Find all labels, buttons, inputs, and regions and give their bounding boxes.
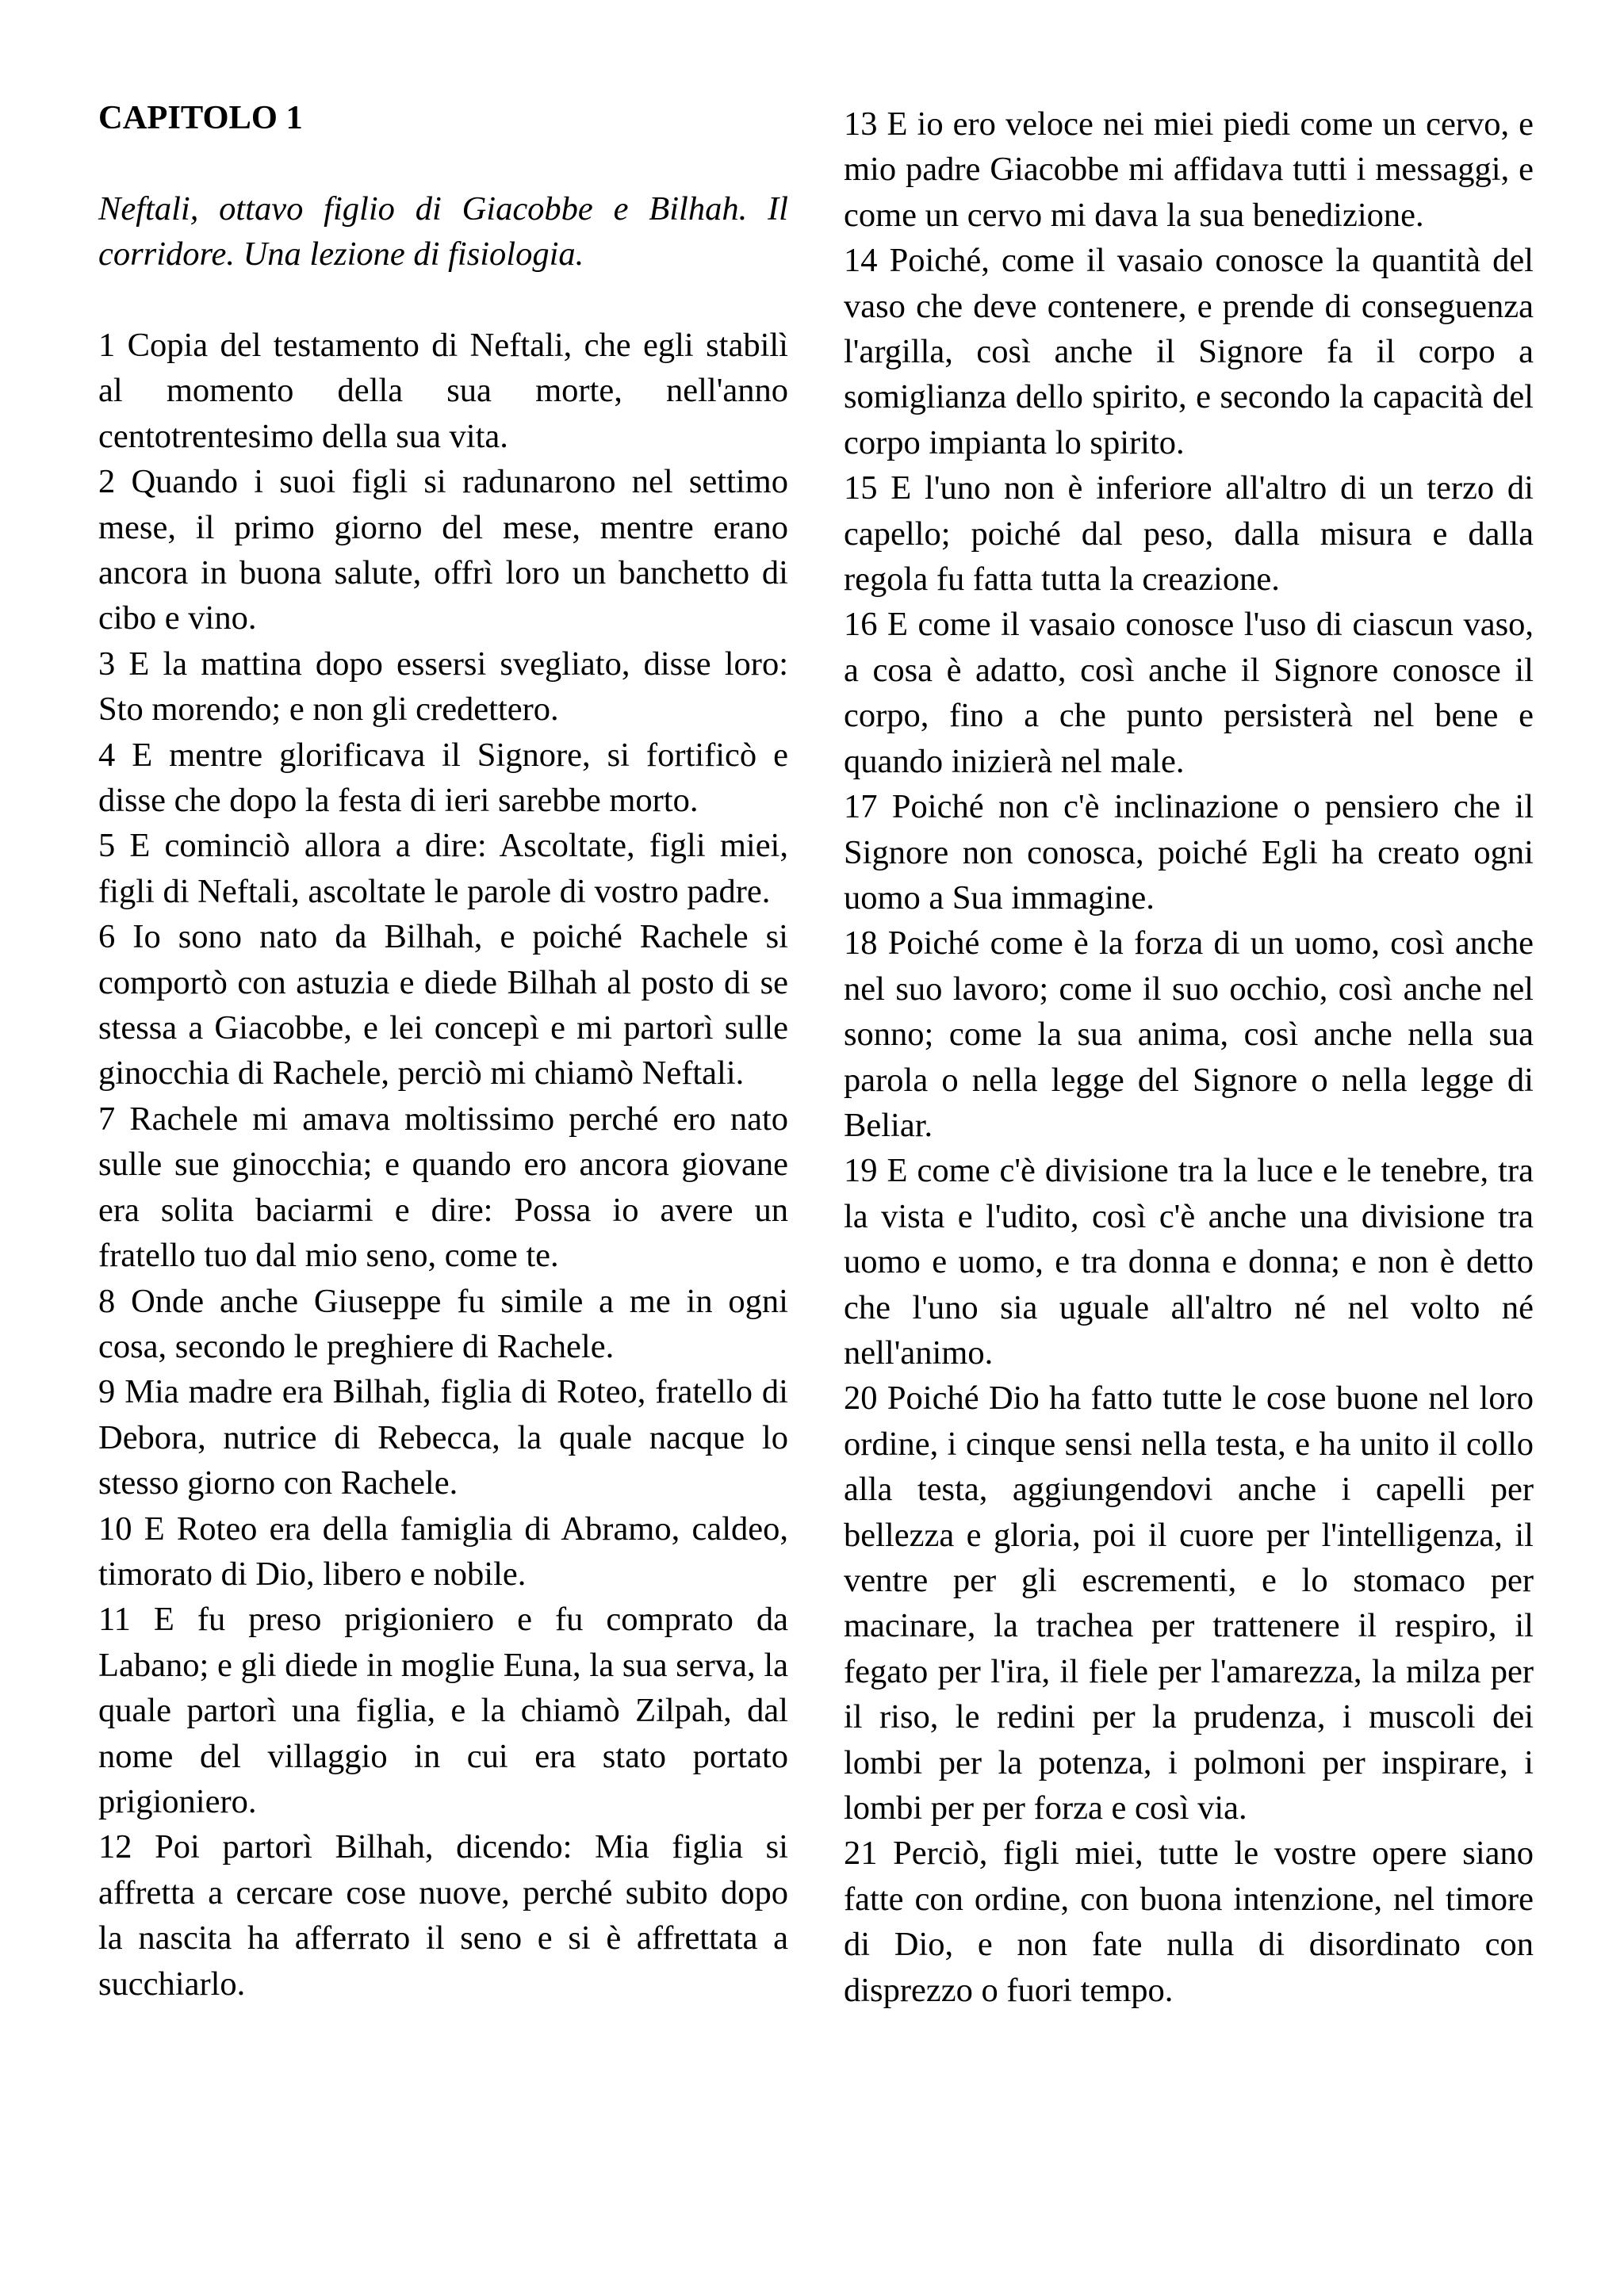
chapter-subtitle: Neftali, ottavo figlio di Giacobbe e Bilhah. Il corridore. Una lezione di fisiologia.	[98, 189, 788, 274]
verse-5: 5 E cominciò allora a dire: Ascoltate, figli miei, figli di Neftali, ascoltate le parole di vostro padre.	[98, 827, 788, 910]
chapter-title: CAPITOLO 1	[98, 99, 303, 136]
left-column	[98, 95, 788, 2007]
verse-6: 6 Io sono nato da Bilhah, e poiché Rachele si comportò con astuzia e diede Bilhah al posto di se stessa a Giacobbe, e lei concepì e mi partorì sulle ginocchia di Rachele, perciò mi chiamò Neftali.	[98, 918, 788, 1093]
verse-3: 3 E la mattina dopo essersi svegliato, disse loro: Sto morendo; e non gli credettero.	[98, 645, 788, 729]
verse-7: 7 Rachele mi amava moltissimo perché ero nato sulle sue ginocchia; e quando ero ancora giovane era solita baciarmi e dire: Possa io avere un fratello tuo dal mio seno, come te.	[98, 1100, 788, 1275]
verse-20: 20 Poiché Dio ha fatto tutte le cose buone nel loro ordine, i cinque sensi nella testa, e ha unito il collo alla testa, aggiungendovi anche i capelli per bellezza e gloria, poi il cuore per l'intelligenza, il ventre per gli escrementi, e lo stomaco per macinare, la trachea per trattenere il respiro, il fegato per l'ira, il fiele per l'amarezza, la milza per il riso, le redini per la prudenza, i muscoli dei lombi per la potenza, i polmoni per inspirare, i lombi per per forza e così via.	[844, 1380, 1534, 1827]
verses-left	[98, 323, 788, 2007]
verse-19: 19 E come c'è divisione tra la luce e le tenebre, tra la vista e l'udito, così c'è anche una divisione tra uomo e uomo, e tra donna e donna; e non è detto che l'uno sia uguale all'altro né nel volto né nell'animo.	[844, 1152, 1534, 1372]
verse-18: 18 Poiché come è la forza di un uomo, così anche nel suo lavoro; come il suo occhio, così anche nel sonno; come la sua anima, così anche nella sua parola o nella legge del Signore o nella legge di Beliar.	[844, 924, 1534, 1144]
right-column	[844, 101, 1534, 2013]
verse-16: 16 E come il vasaio conosce l'uso di ciascun vaso, a cosa è adatto, così anche il Signore conosce il corpo, fino a che punto persisterà nel bene e quando inizierà nel male.	[844, 606, 1534, 780]
verse-12: 12 Poi partorì Bilhah, dicendo: Mia figlia si affretta a cercare cose nuove, perché subito dopo la nascita ha afferrato il seno e si è affrettata a succhiarlo.	[98, 1828, 788, 2003]
verse-11: 11 E fu preso prigioniero e fu comprato da Labano; e gli diede in moglie Euna, la sua serva, la quale partorì una figlia, e la chiamò Zilpah, dal nome del villaggio in cui era stato portato prigioniero.	[98, 1601, 788, 1820]
verse-8: 8 Onde anche Giuseppe fu simile a me in ogni cosa, secondo le preghiere di Rachele.	[98, 1282, 788, 1365]
verse-21: 21 Perciò, figli miei, tutte le vostre opere siano fatte con ordine, con buona intenzione, nel timore di Dio, e non fate nulla di disordinato con disprezzo o fuori tempo.	[844, 1835, 1534, 2009]
verse-9: 9 Mia madre era Bilhah, figlia di Roteo, fratello di Debora, nutrice di Rebecca, la quale nacque lo stesso giorno con Rachele.	[98, 1373, 788, 1502]
verse-17: 17 Poiché non c'è inclinazione o pensiero che il Signore non conosca, poiché Egli ha creato ogni uomo a Sua immagine.	[844, 788, 1534, 916]
verse-13: 13 E io ero veloce nei miei piedi come un cervo, e mio padre Giacobbe mi affidava tutti i messaggi, e come un cervo mi dava la sua benedizione.	[844, 105, 1534, 234]
verse-10: 10 E Roteo era della famiglia di Abramo, caldeo, timorato di Dio, libero e nobile.	[98, 1510, 788, 1593]
verse-1: 1 Copia del testamento di Neftali, che egli stabilì al momento della sua morte, nell'anno centotrentesimo della sua vita.	[98, 326, 788, 455]
verse-2: 2 Quando i suoi figli si radunarono nel settimo mese, il primo giorno del mese, mentre erano ancora in buona salute, offrì loro un banchetto di cibo e vino.	[98, 463, 788, 637]
verse-14: 14 Poiché, come il vasaio conosce la quantità del vaso che deve contenere, e prende di conseguenza l'argilla, così anche il Signore fa il corpo a somiglianza dello spirito, e secondo la capacità del corpo impianta lo spirito.	[844, 242, 1534, 461]
verse-4: 4 E mentre glorificava il Signore, si fortificò e disse che dopo la festa di ieri sarebbe morto.	[98, 736, 788, 820]
verse-15: 15 E l'uno non è inferiore all'altro di un terzo di capello; poiché dal peso, dalla misura e dalla regola fu fatta tutta la creazione.	[844, 469, 1534, 599]
